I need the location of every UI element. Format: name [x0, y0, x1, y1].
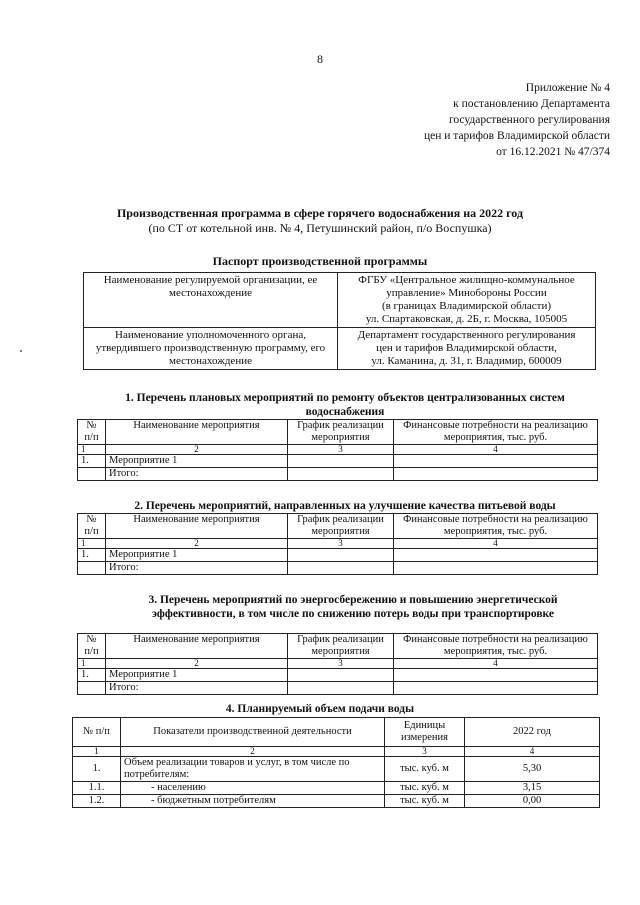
column-numbers-row [73, 747, 600, 757]
header-num: № п/п [78, 514, 106, 539]
col-number: 1 [78, 659, 106, 669]
row-finance [394, 455, 598, 468]
row-schedule [288, 455, 394, 468]
page-number: 8 [317, 52, 323, 66]
row-value: 3,15 [465, 782, 600, 795]
column-numbers-row [78, 539, 598, 549]
appendix-line: государственного регулирования [448, 114, 610, 126]
col-number: 4 [465, 747, 600, 757]
appendix-block [424, 80, 610, 160]
col-number: 2 [106, 659, 288, 669]
passport-value-line: (в границах Владимирской области) [381, 300, 552, 312]
header-schedule: График реализации мероприятия [288, 634, 394, 659]
section2-table [77, 513, 598, 575]
row-num: 1. [78, 455, 106, 468]
row-indicator: - населению [121, 782, 385, 795]
total-schedule [288, 562, 394, 575]
header-finance: Финансовые потребности на реализацию мероприятия, тыс. руб. [394, 634, 598, 659]
col-number: 4 [394, 659, 598, 669]
section4-title: 4. Планируемый объем подачи воды [225, 703, 415, 715]
section3-title: 3. Перечень мероприятий по энергосбережению и повышению энергетической эффективности, в том числе по снижению потерь воды при транспортировке [148, 594, 558, 620]
row-name: Мероприятие 1 [106, 549, 288, 562]
row-finance [394, 549, 598, 562]
table-header-row [78, 420, 598, 445]
col-number: 1 [73, 747, 121, 757]
row-indicator: Объем реализации товаров и услуг, в том числе по потребителям: [121, 757, 385, 782]
total-finance [394, 682, 598, 695]
header-schedule: График реализации мероприятия [288, 514, 394, 539]
total-schedule [288, 682, 394, 695]
header-num: № п/п [78, 420, 106, 445]
table-row [78, 669, 598, 682]
program-title-line1: Производственная программа в сфере горячего водоснабжения на 2022 год [116, 206, 524, 220]
col-number: 4 [394, 445, 598, 455]
section2-title: 2. Перечень мероприятий, направленных на улучшение качества питьевой воды [134, 500, 556, 512]
passport-value-line: ул. Каманина, д. 31, г. Владимир, 600009 [371, 355, 562, 367]
row-schedule [288, 549, 394, 562]
section1-title: 1. Перечень плановых мероприятий по ремонту объектов централизованных систем водоснабжения [125, 392, 565, 418]
passport-label: Наименование уполномоченного органа, утвердившего производственную программу, его местонахождение [84, 328, 338, 370]
column-numbers-row [78, 445, 598, 455]
row-unit: тыс. куб. м [385, 782, 465, 795]
total-label: Итого: [106, 562, 288, 575]
total-row [78, 468, 598, 481]
section4-table [72, 717, 600, 808]
table-row [78, 455, 598, 468]
col-number: 4 [394, 539, 598, 549]
total-num [78, 468, 106, 481]
passport-value [338, 273, 596, 328]
header-schedule: График реализации мероприятия [288, 420, 394, 445]
passport-value-line: ул. Спартаковская, д. 2Б, г. Москва, 105005 [365, 313, 568, 325]
table-row [78, 549, 598, 562]
table-row [73, 795, 600, 808]
section3-table [77, 633, 598, 695]
appendix-line: к постановлению Департамента [453, 98, 610, 110]
header-name: Наименование мероприятия [106, 634, 288, 659]
table-header-row [78, 634, 598, 659]
total-row [78, 562, 598, 575]
total-num [78, 682, 106, 695]
passport-heading: Паспорт производственной программы [212, 254, 428, 268]
passport-label: Наименование регулируемой организации, ее местонахождение [84, 273, 338, 328]
passport-value [338, 328, 596, 370]
row-num: 1. [78, 669, 106, 682]
total-label: Итого: [106, 468, 288, 481]
passport-value-line: ФГБУ «Центральное жилищно-коммунальное [358, 274, 575, 286]
row-schedule [288, 669, 394, 682]
header-unit: Единицы измерения [385, 718, 465, 747]
total-num [78, 562, 106, 575]
row-num: 1.1. [73, 782, 121, 795]
header-finance: Финансовые потребности на реализацию мероприятия, тыс. руб. [394, 514, 598, 539]
col-number: 1 [78, 539, 106, 549]
passport-value-line: Департамент государственного регулирования [357, 329, 576, 341]
row-num: 1. [78, 549, 106, 562]
total-schedule [288, 468, 394, 481]
total-finance [394, 562, 598, 575]
row-name: Мероприятие 1 [106, 455, 288, 468]
scan-speck [20, 350, 22, 352]
total-finance [394, 468, 598, 481]
col-number: 3 [385, 747, 465, 757]
table-header-row [73, 718, 600, 747]
header-name: Наименование мероприятия [106, 420, 288, 445]
passport-table [83, 272, 596, 370]
table-header-row [78, 514, 598, 539]
passport-row [84, 273, 596, 328]
program-title-line2: (по СТ от котельной инв. № 4, Петушинский район, п/о Воспушка) [148, 221, 492, 235]
col-number: 3 [288, 445, 394, 455]
appendix-line: цен и тарифов Владимирской области [423, 130, 610, 142]
total-row [78, 682, 598, 695]
passport-value-line: управление» Минобороны России [386, 287, 547, 299]
header-num: № п/п [78, 634, 106, 659]
col-number: 2 [106, 539, 288, 549]
row-unit: тыс. куб. м [385, 795, 465, 808]
row-num: 1.2. [73, 795, 121, 808]
passport-row [84, 328, 596, 370]
table-row [73, 757, 600, 782]
header-year: 2022 год [465, 718, 600, 747]
row-name: Мероприятие 1 [106, 669, 288, 682]
row-value: 0,00 [465, 795, 600, 808]
row-indicator: - бюджетным потребителям [121, 795, 385, 808]
row-unit: тыс. куб. м [385, 757, 465, 782]
col-number: 3 [288, 539, 394, 549]
col-number: 3 [288, 659, 394, 669]
appendix-line: от 16.12.2021 № 47/374 [496, 146, 610, 158]
col-number: 2 [106, 445, 288, 455]
header-indicator: Показатели производственной деятельности [121, 718, 385, 747]
program-title [0, 206, 640, 236]
col-number: 1 [78, 445, 106, 455]
total-label: Итого: [106, 682, 288, 695]
row-finance [394, 669, 598, 682]
table-row [73, 782, 600, 795]
header-finance: Финансовые потребности на реализацию мероприятия, тыс. руб. [394, 420, 598, 445]
passport-value-line: цен и тарифов Владимирской области, [376, 342, 557, 354]
col-number: 2 [121, 747, 385, 757]
header-num: № п/п [73, 718, 121, 747]
appendix-line: Приложение № 4 [525, 82, 610, 94]
row-value: 5,30 [465, 757, 600, 782]
column-numbers-row [78, 659, 598, 669]
section1-table [77, 419, 598, 481]
header-name: Наименование мероприятия [106, 514, 288, 539]
row-num: 1. [73, 757, 121, 782]
